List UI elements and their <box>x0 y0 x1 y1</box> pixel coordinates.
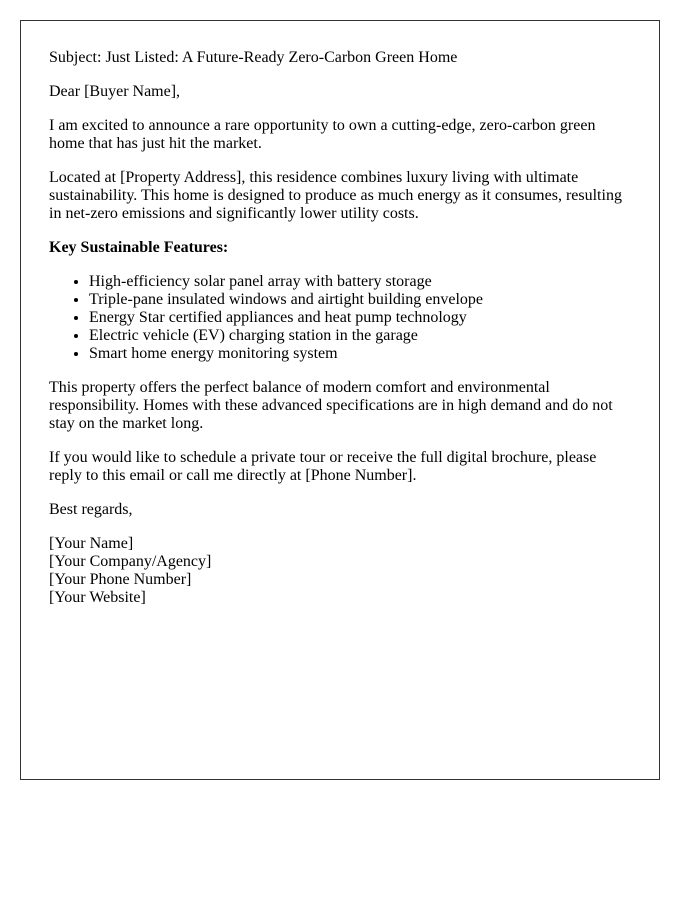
features-heading: Key Sustainable Features: <box>49 239 229 256</box>
feature-item: • Triple-pane insulated windows and airtight building envelope <box>89 291 631 309</box>
signature-phone: [Your Phone Number] <box>49 571 192 588</box>
signature-name: [Your Name] <box>49 535 134 552</box>
location-paragraph: Located at [Property Address], this residence combines luxury living with ultimate sustainability. This home is designed to produce as much energy as it consumes, resulting in net-zero emissions and significantly lower utility costs. <box>49 169 622 222</box>
signature-website: [Your Website] <box>49 589 146 606</box>
intro-paragraph: I am excited to announce a rare opportunity to own a cutting-edge, zero-carbon green home that has just hit the market. <box>49 117 596 152</box>
feature-item: • Electric vehicle (EV) charging station in the garage <box>89 327 631 345</box>
feature-item: • Energy Star certified appliances and heat pump technology <box>89 309 631 327</box>
call-to-action-paragraph: If you would like to schedule a private tour or receive the full digital brochure, please reply to this email or call me directly at [Phone Number]. <box>49 449 597 484</box>
value-paragraph: This property offers the perfect balance of modern comfort and environmental responsibility. Homes with these advanced specifications are in high demand and do not stay on the market long. <box>49 379 613 432</box>
salutation: Dear [Buyer Name], <box>49 83 181 100</box>
feature-item: • High-efficiency solar panel array with battery storage <box>89 273 631 291</box>
feature-item: • Smart home energy monitoring system <box>89 345 631 363</box>
features-list <box>49 273 631 363</box>
signature-company: [Your Company/Agency] <box>49 553 212 570</box>
subject-line: Subject: Just Listed: A Future-Ready Zero-Carbon Green Home <box>49 49 458 66</box>
sign-off: Best regards, <box>49 501 133 518</box>
signature-block <box>49 535 631 607</box>
letter-container <box>20 20 660 780</box>
